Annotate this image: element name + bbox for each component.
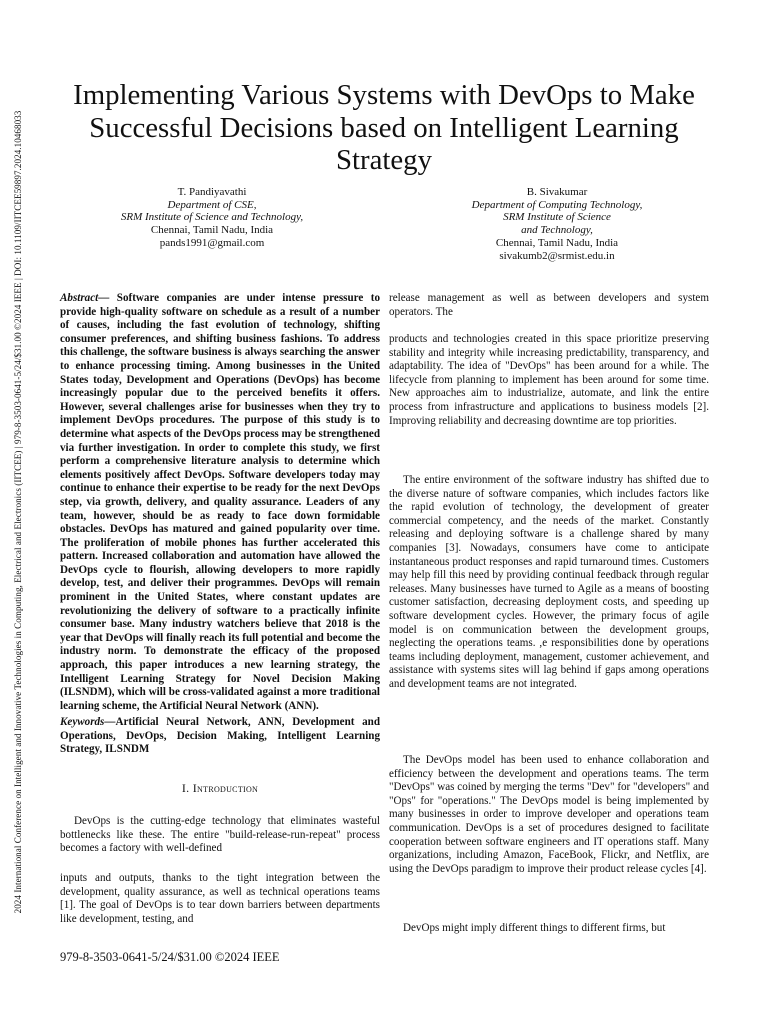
author-city: Chennai, Tamil Nadu, India (495, 236, 619, 249)
body-paragraph: The entire environment of the software industry has shifted due to the diverse nature of software companies, which includes factors like the rapid evolution of technology, the development of greater commercial competency, and the needs of the market. Constantly releasing and deploying software is a challenge shared by many companies [3]. Nowadays, consumers have come to anticipate instantaneous product responses and rapid turnaround times. Customers may help fill this need by providing continual feedback through regular releases. Many businesses have turned to Agile as a means of boosting customer satisfaction, decreasing deployment costs, and speeding up software development cycles. However, the primary focus of agile model is on communication between the development groups, neglecting the operations teams. ,e responsibilities done by operations teams including deployment, management, customer achievement, and assistance with systems sites will lag behind if gaps among operations and development teams are not integrated. (389, 474, 709, 690)
author-email: pands1991@gmail.com (159, 236, 265, 249)
author-block-1 (62, 186, 362, 250)
paper-title: Implementing Various Systems with DevOps to Make Successful Decisions based on Intelligent Learning Strategy (73, 79, 695, 176)
section-heading-introduction: I. Introduction (181, 781, 259, 795)
keywords-text: Artificial Neural Network, ANN, Development and Operations, DevOps, Decision Making, Intelligent Learning Strategy, ILSNDM (60, 716, 380, 756)
right-column (389, 292, 709, 937)
abstract-text: Software companies are under intense pressure to provide high-quality software on schedule as a result of a number of causes, including the fast evolution of technology, shifting consumer preferences, and shifting business fashions. To address this challenge, the software business is always searching the answer to enhance processing timing. Among businesses in the United States today, Development and Operations (DevOps) has become increasingly popular due to the perceived benefits it offers. However, several challenges arise for businesses when they try to implement DevOps procedures. The purpose of this study is to determine what aspects of the DevOps process may be strengthened via further investigation. In order to complete this study, we first perform a comprehensive literature analysis to determine which elements positively affect DevOps. Software developers today may continue to enhance their expertise to be ready for the next DevOps step, via growth, delivery, and quality assurance. Leaders of any team, however, should be as ready to face down formidable obstacles. DevOps has matured and gained popularity over time. The proliferation of mobile phones has further accelerated this pattern. Increased collaboration and automation have allowed the DevOps cycle to flourish, allowing developers to more rapidly develop, test, and deliver their programmes. DevOps will remain prominent in the United States, where constant updates are revolutionizing the delivery of software to a practically infinite consumer base. Many industry watchers believe that 2018 is the year that DevOps will finally reach its full potential and become the industry norm. To demonstrate the efficacy of the proposed approach, this paper introduces a new learning strategy, the Intelligent Learning Strategy for Novel Decision Making (ILSNDM), which will be cross-validated against a more traditional learning scheme, the Artificial Neural Network (ANN). (60, 292, 380, 712)
author-email: sivakumb2@srmist.edu.in (499, 249, 615, 262)
author-institution-line-2: and Technology, (521, 224, 593, 237)
author-department: Department of Computing Technology, (471, 198, 643, 211)
author-institution: SRM Institute of Science (503, 211, 611, 224)
body-paragraph: products and technologies created in this space prioritize preserving stability and integrity while increasing predictability, transparency, and adaptability. The idea of "DevOps" has been around for a while. The lifecycle from planning to implement has been around for some time. New approaches aim to industrialize, automate, and link the entire process from infrastructure and applications to business models [2]. Improving reliability and decreasing downtime are top priorities. (389, 333, 709, 427)
conference-doi-text: 2024 International Conference on Intelligent and Innovative Technologies in Computing, Electrical and Electronics (IITCEE) | 979-8-3503-0641-5/24/$31.00 ©2024 IEEE | DOI: 10.1109/IITCEE59897.2024.10468033 (13, 110, 23, 914)
author-institution: SRM Institute of Science and Technology, (120, 211, 304, 224)
body-paragraph: The DevOps model has been used to enhance collaboration and efficiency between the development and operations teams. The term "DevOps" was coined by merging the terms "Dev" for "developers" and "Ops" for "operations." The DevOps model is being implemented by many businesses in order to improve developer and operations team communication. DevOps is a set of procedures designed to facilitate cooperation between software engineers and IT operations staff. Many organizations, including Amazon, FaceBook, Flickr, and Netflix, are using the DevOps paradigm to improve their product release cycles [4]. (389, 754, 709, 875)
body-paragraph: release management as well as between developers and system operators. The (389, 292, 709, 318)
abstract-label: Abstract— (60, 292, 110, 304)
copyright-footer: 979-8-3503-0641-5/24/$31.00 ©2024 IEEE (60, 950, 280, 964)
conference-side-strip (8, 84, 28, 940)
abstract (60, 292, 380, 713)
author-name: T. Pandiyavathi (177, 186, 247, 198)
author-block-2 (407, 186, 707, 262)
author-department: Department of CSE, (167, 198, 257, 211)
keywords-label: Keywords— (60, 716, 116, 728)
keywords (60, 716, 380, 757)
body-paragraph: DevOps might imply different things to different firms, but (403, 922, 666, 934)
left-column (60, 292, 380, 932)
author-city: Chennai, Tamil Nadu, India (150, 224, 274, 237)
author-name: B. Sivakumar (526, 186, 588, 198)
intro-paragraph-continued: inputs and outputs, thanks to the tight integration between the development, quality assurance, as well as technical operations teams [1]. The goal of DevOps is to tear down barriers between departments like development, testing, and (60, 872, 380, 925)
intro-paragraph: DevOps is the cutting-edge technology that eliminates wasteful bottlenecks like these. The entire "build-release-run-repeat" process becomes a factory with well-defined (60, 815, 380, 855)
